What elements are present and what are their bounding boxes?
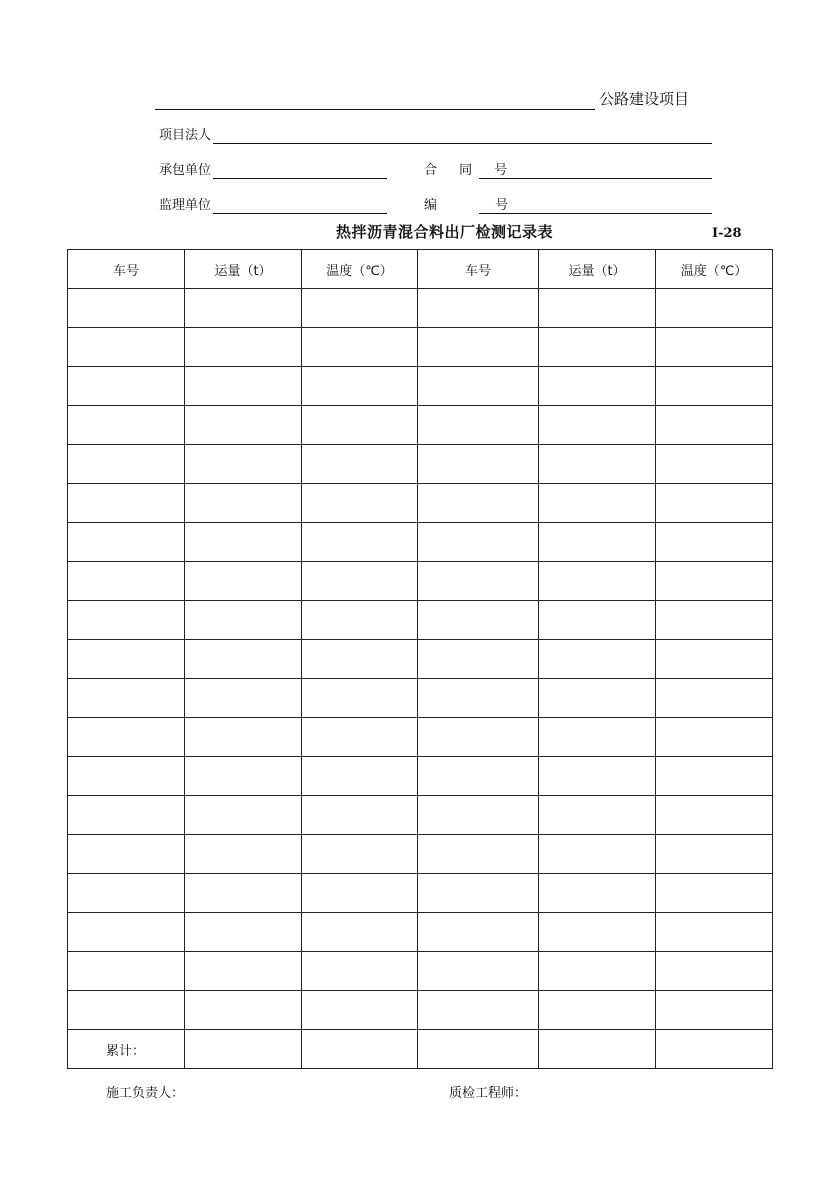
table-cell[interactable] bbox=[68, 718, 185, 757]
table-cell[interactable] bbox=[656, 679, 773, 718]
table-row bbox=[68, 601, 773, 640]
table-cell[interactable] bbox=[539, 757, 656, 796]
table-cell[interactable] bbox=[302, 874, 418, 913]
table-cell[interactable] bbox=[656, 601, 773, 640]
table-row bbox=[68, 679, 773, 718]
table-cell[interactable] bbox=[302, 445, 418, 484]
table-cell[interactable] bbox=[418, 952, 539, 991]
table-header-row bbox=[68, 250, 773, 289]
table-row bbox=[68, 874, 773, 913]
supervisor-label: 监理单位 bbox=[159, 198, 212, 213]
table-cell[interactable] bbox=[185, 952, 302, 991]
table-cell[interactable] bbox=[68, 601, 185, 640]
table-row bbox=[68, 289, 773, 328]
table-cell[interactable] bbox=[418, 835, 539, 874]
table-cell[interactable] bbox=[656, 874, 773, 913]
table-row bbox=[68, 328, 773, 367]
total-label: 累计： bbox=[68, 1030, 185, 1069]
table-cell[interactable] bbox=[539, 328, 656, 367]
project-name-line[interactable] bbox=[155, 109, 595, 110]
table-cell[interactable] bbox=[656, 289, 773, 328]
table-cell[interactable] bbox=[539, 679, 656, 718]
table-cell[interactable] bbox=[539, 523, 656, 562]
table-row bbox=[68, 796, 773, 835]
project-suffix: 公路建设项目 bbox=[599, 90, 690, 108]
table-cell[interactable] bbox=[185, 718, 302, 757]
table-cell[interactable] bbox=[418, 913, 539, 952]
table-row bbox=[68, 835, 773, 874]
owner-label: 项目法人 bbox=[159, 128, 212, 143]
table-cell[interactable] bbox=[185, 640, 302, 679]
table-cell[interactable] bbox=[656, 757, 773, 796]
table-cell[interactable] bbox=[539, 796, 656, 835]
construction-lead-label: 施工负责人： bbox=[106, 1086, 185, 1101]
table-cell[interactable] bbox=[302, 913, 418, 952]
table-cell[interactable] bbox=[302, 757, 418, 796]
table-cell[interactable] bbox=[68, 445, 185, 484]
table-cell[interactable] bbox=[185, 328, 302, 367]
table-cell[interactable] bbox=[539, 991, 656, 1030]
table-cell[interactable] bbox=[302, 562, 418, 601]
table-cell[interactable] bbox=[656, 367, 773, 406]
table-row bbox=[68, 562, 773, 601]
table-row bbox=[68, 367, 773, 406]
table-cell[interactable] bbox=[185, 835, 302, 874]
table-row bbox=[68, 445, 773, 484]
table-cell[interactable] bbox=[68, 913, 185, 952]
table-cell[interactable] bbox=[185, 367, 302, 406]
table-cell[interactable] bbox=[418, 601, 539, 640]
table-cell[interactable] bbox=[185, 484, 302, 523]
table-cell[interactable] bbox=[539, 874, 656, 913]
table-cell[interactable] bbox=[539, 601, 656, 640]
table-row bbox=[68, 757, 773, 796]
table-cell[interactable] bbox=[539, 640, 656, 679]
table-cell[interactable] bbox=[302, 835, 418, 874]
table-cell[interactable] bbox=[302, 952, 418, 991]
table-cell[interactable] bbox=[68, 328, 185, 367]
table-cell[interactable] bbox=[539, 952, 656, 991]
column-header: 温度（℃） bbox=[302, 250, 418, 289]
table-row bbox=[68, 484, 773, 523]
table-cell[interactable] bbox=[418, 367, 539, 406]
table-cell[interactable] bbox=[539, 484, 656, 523]
contractor-label: 承包单位 bbox=[159, 163, 212, 178]
serial-no-label: 编 号 bbox=[424, 198, 536, 213]
table-cell[interactable] bbox=[418, 406, 539, 445]
table-row bbox=[68, 523, 773, 562]
table-cell[interactable] bbox=[539, 445, 656, 484]
table-cell[interactable] bbox=[185, 757, 302, 796]
table-cell[interactable] bbox=[418, 874, 539, 913]
table-cell[interactable] bbox=[656, 796, 773, 835]
table-cell[interactable] bbox=[418, 523, 539, 562]
table-cell[interactable] bbox=[302, 601, 418, 640]
table-cell[interactable] bbox=[68, 484, 185, 523]
table-cell[interactable] bbox=[656, 952, 773, 991]
table-cell[interactable] bbox=[185, 913, 302, 952]
table-cell[interactable] bbox=[68, 367, 185, 406]
table-cell[interactable] bbox=[68, 991, 185, 1030]
serial-no-field[interactable] bbox=[479, 213, 712, 214]
table-cell[interactable] bbox=[539, 367, 656, 406]
table-cell[interactable] bbox=[302, 289, 418, 328]
table-cell[interactable] bbox=[418, 562, 539, 601]
column-header: 车号 bbox=[418, 250, 539, 289]
column-header: 车号 bbox=[68, 250, 185, 289]
table-cell[interactable] bbox=[68, 406, 185, 445]
total-cell[interactable] bbox=[418, 1030, 539, 1069]
record-table bbox=[67, 249, 773, 1069]
table-cell[interactable] bbox=[418, 718, 539, 757]
table-cell[interactable] bbox=[302, 406, 418, 445]
total-cell[interactable] bbox=[539, 1030, 656, 1069]
document-title: 热拌沥青混合料出厂检测记录表 bbox=[336, 223, 554, 241]
table-cell[interactable] bbox=[656, 718, 773, 757]
table-cell[interactable] bbox=[656, 640, 773, 679]
table-cell[interactable] bbox=[539, 562, 656, 601]
table-cell[interactable] bbox=[418, 289, 539, 328]
total-cell[interactable] bbox=[185, 1030, 302, 1069]
table-cell[interactable] bbox=[68, 562, 185, 601]
table-cell[interactable] bbox=[418, 484, 539, 523]
table-cell[interactable] bbox=[418, 640, 539, 679]
table-cell[interactable] bbox=[185, 796, 302, 835]
owner-field[interactable] bbox=[213, 143, 712, 144]
table-row bbox=[68, 991, 773, 1030]
table-cell[interactable] bbox=[656, 991, 773, 1030]
table-cell[interactable] bbox=[302, 679, 418, 718]
table-cell[interactable] bbox=[302, 796, 418, 835]
table-cell[interactable] bbox=[68, 952, 185, 991]
table-cell[interactable] bbox=[418, 679, 539, 718]
table-cell[interactable] bbox=[302, 328, 418, 367]
table-cell[interactable] bbox=[185, 445, 302, 484]
table-cell[interactable] bbox=[656, 562, 773, 601]
contract-no-label: 合 同 号 bbox=[424, 163, 517, 178]
table-cell[interactable] bbox=[656, 406, 773, 445]
table-cell[interactable] bbox=[302, 640, 418, 679]
column-header: 运量（t） bbox=[539, 250, 656, 289]
table-cell[interactable] bbox=[418, 445, 539, 484]
table-cell[interactable] bbox=[302, 718, 418, 757]
table-cell[interactable] bbox=[539, 835, 656, 874]
table-cell[interactable] bbox=[185, 289, 302, 328]
table-cell[interactable] bbox=[302, 523, 418, 562]
table-row bbox=[68, 718, 773, 757]
table-cell[interactable] bbox=[68, 874, 185, 913]
qc-engineer-label: 质检工程师： bbox=[449, 1086, 528, 1101]
table-cell[interactable] bbox=[418, 328, 539, 367]
table-cell[interactable] bbox=[656, 913, 773, 952]
total-cell[interactable] bbox=[302, 1030, 418, 1069]
table-cell[interactable] bbox=[418, 991, 539, 1030]
table-cell[interactable] bbox=[68, 523, 185, 562]
table-cell[interactable] bbox=[656, 484, 773, 523]
table-cell[interactable] bbox=[302, 991, 418, 1030]
supervisor-field[interactable] bbox=[213, 213, 387, 214]
table-cell[interactable] bbox=[539, 913, 656, 952]
table-cell[interactable] bbox=[68, 835, 185, 874]
table-row bbox=[68, 952, 773, 991]
table-row bbox=[68, 913, 773, 952]
table-cell[interactable] bbox=[418, 796, 539, 835]
total-row bbox=[68, 1030, 773, 1069]
table-cell[interactable] bbox=[656, 835, 773, 874]
table-cell[interactable] bbox=[656, 445, 773, 484]
table-cell[interactable] bbox=[185, 991, 302, 1030]
table-cell[interactable] bbox=[68, 796, 185, 835]
table-cell[interactable] bbox=[539, 289, 656, 328]
table-cell[interactable] bbox=[656, 523, 773, 562]
table-row bbox=[68, 640, 773, 679]
table-cell[interactable] bbox=[185, 562, 302, 601]
table-cell[interactable] bbox=[68, 679, 185, 718]
table-cell[interactable] bbox=[185, 523, 302, 562]
column-header: 温度（℃） bbox=[656, 250, 773, 289]
table-cell[interactable] bbox=[185, 601, 302, 640]
contractor-field[interactable] bbox=[213, 178, 387, 179]
column-header: 运量（t） bbox=[185, 250, 302, 289]
table-cell[interactable] bbox=[302, 484, 418, 523]
total-cell[interactable] bbox=[656, 1030, 773, 1069]
table-cell[interactable] bbox=[539, 406, 656, 445]
form-code: I-28 bbox=[712, 226, 742, 241]
table-row bbox=[68, 406, 773, 445]
table-cell[interactable] bbox=[185, 874, 302, 913]
table-cell[interactable] bbox=[539, 718, 656, 757]
table-cell[interactable] bbox=[185, 679, 302, 718]
contract-no-field[interactable] bbox=[479, 178, 712, 179]
table-cell[interactable] bbox=[302, 367, 418, 406]
table-cell[interactable] bbox=[185, 406, 302, 445]
table-cell[interactable] bbox=[68, 289, 185, 328]
table-cell[interactable] bbox=[418, 757, 539, 796]
table-cell[interactable] bbox=[68, 757, 185, 796]
table-cell[interactable] bbox=[68, 640, 185, 679]
table-cell[interactable] bbox=[656, 328, 773, 367]
